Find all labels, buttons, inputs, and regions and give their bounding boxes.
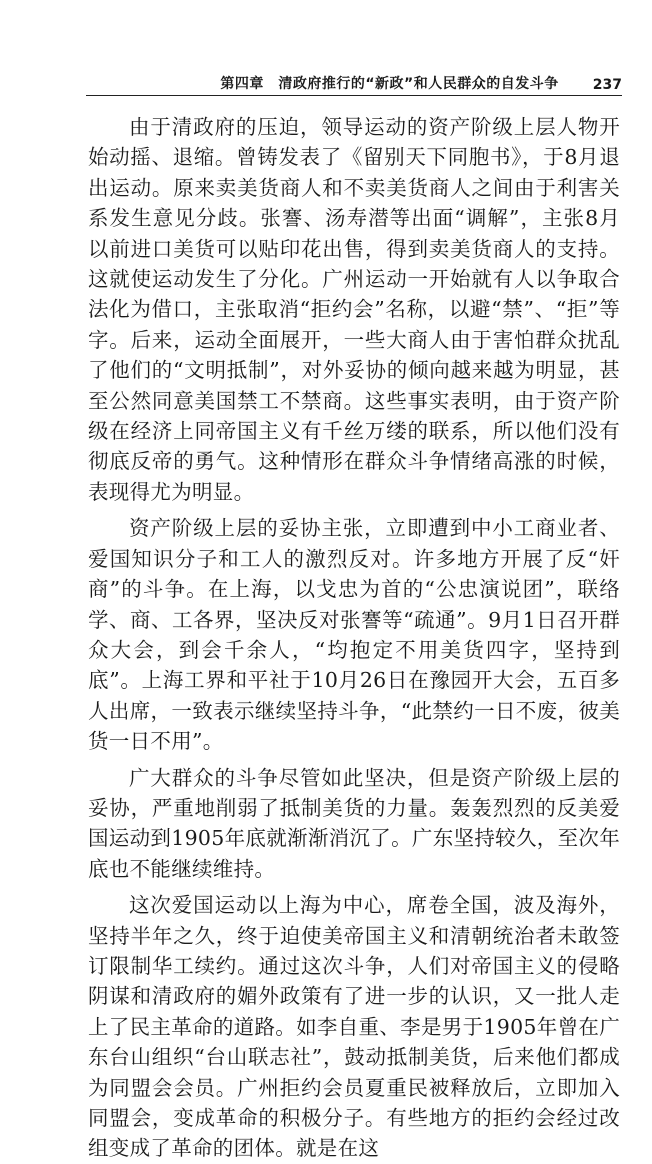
chapter-title: 第四章 清政府推行的“新政”和人民群众的自发斗争 bbox=[220, 76, 559, 92]
body-text bbox=[88, 112, 620, 1164]
running-header bbox=[86, 70, 622, 96]
paragraph: 资产阶级上层的妥协主张，立即遭到中小工商业者、爱国知识分子和工人的激烈反对。许多地方开展了反“奸商”的斗争。在上海，以戈忠为首的“公忠演说团”，联络学、商、工各界，坚决反对张謇等“疏通”。9月1日召开群众大会，到会千余人，“均抱定不用美货四字，坚持到底”。上海工界和平社于10月26日在豫园开大会，五百多人出席，一致表示继续坚持斗争，“此禁约一日不废，彼美货一日不用”。 bbox=[88, 516, 620, 754]
paragraph: 广大群众的斗争尽管如此坚决，但是资产阶级上层的妥协，严重地削弱了抵制美货的力量。轰轰烈烈的反美爱国运动到1905年底就渐渐消沉了。广东坚持较久，至次年底也不能继续维持。 bbox=[88, 765, 620, 881]
paragraph: 由于清政府的压迫，领导运动的资产阶级上层人物开始动摇、退缩。曾铸发表了《留别天下同胞书》，于8月退出运动。原来卖美货商人和不卖美货商人之间由于利害关系发生意见分歧。张謇、汤寿潜等出面“调解”，主张8月以前进口美货可以贴印花出售，得到卖美货商人的支持。这就使运动发生了分化。广州运动一开始就有人以争取合法化为借口，主张取消“拒约会”名称，以避“禁”、“拒”等字。后来，运动全面展开，一些大商人由于害怕群众扰乱了他们的“文明抵制”，对外妥协的倾向越来越为明显，甚至公然同意美国禁工不禁商。这些事实表明，由于资产阶级在经济上同帝国主义有千丝万缕的联系，所以他们没有彻底反帝的勇气。这种情形在群众斗争情绪高涨的时候，表现得尤为明显。 bbox=[88, 115, 620, 504]
paragraph: 这次爱国运动以上海为中心，席卷全国，波及海外，坚持半年之久，终于迫使美帝国主义和清朝统治者未敢签订限制华工续约。通过这次斗争，人们对帝国主义的侵略阴谋和清政府的媚外政策有了进一步的认识，又一批人走上了民主革命的道路。如李自重、李是男于1905年曾在广东台山组织“台山联志社”，鼓动抵制美货，后来他们都成为同盟会会员。广州拒约会员夏重民被释放后，立即加入同盟会，变成革命的积极分子。有些地方的拒约会经过改组变成了革命的团体。就是在这 bbox=[88, 893, 620, 1161]
page-number: 237 bbox=[592, 77, 622, 93]
